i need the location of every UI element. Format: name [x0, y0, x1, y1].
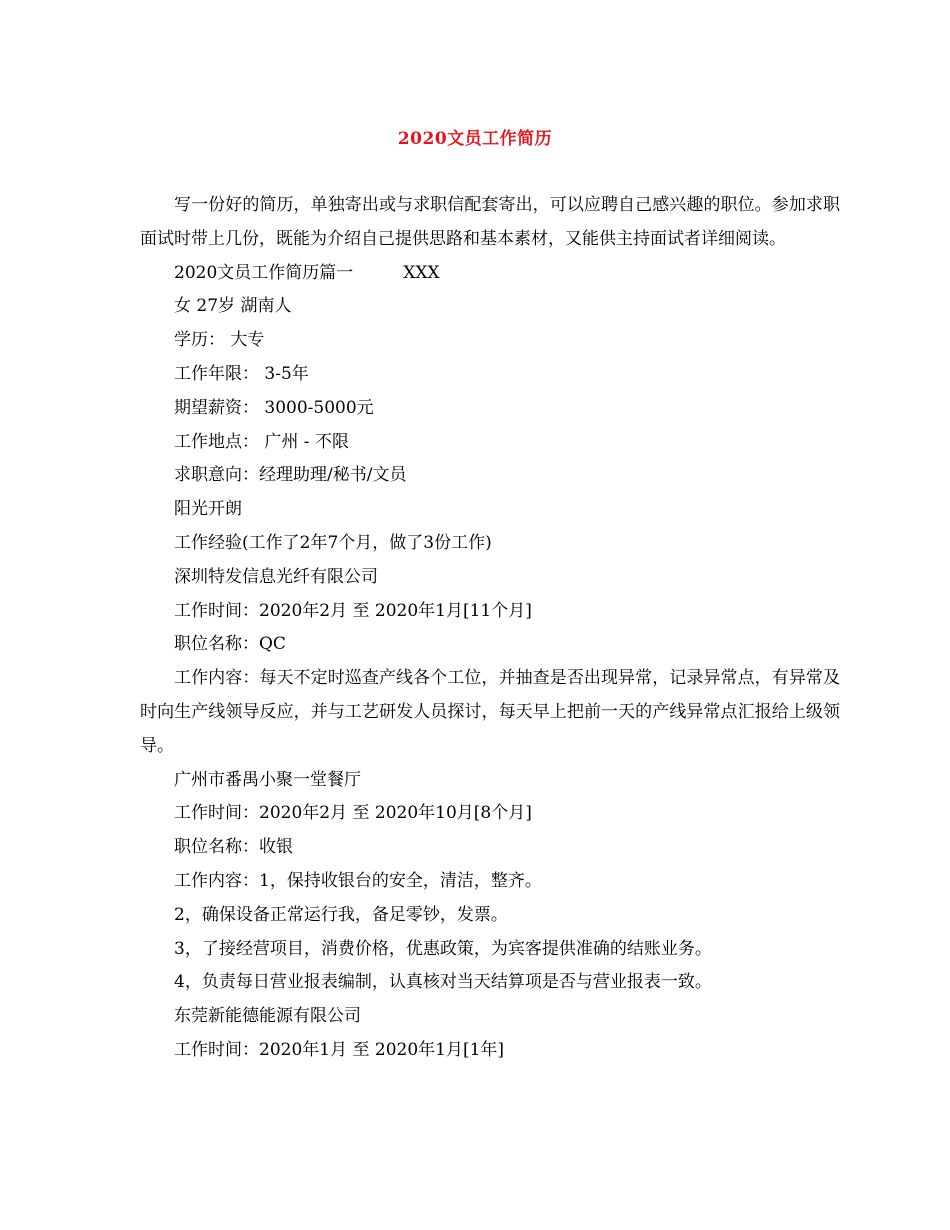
expected-salary: 期望薪资： 3000-5000元 — [174, 397, 374, 418]
resume-name: XXX — [403, 262, 440, 283]
job-position: 职位名称：QC — [174, 634, 286, 655]
job-company: 广州市番禺小聚一堂餐厅 — [174, 769, 361, 790]
job-content: 工作内容：每天不定时巡查产线各个工位，并抽查是否出现异常，记录异常点，有异常及时向生产线领导反应，并与工艺研发人员探讨，每天早上把前一天的产线异常点汇报给上级领导。 — [140, 668, 840, 756]
personal-trait: 阳光开朗 — [174, 499, 242, 520]
job-period: 工作时间：2020年2月 至 2020年1月[11个月] — [174, 600, 532, 621]
job-company: 东莞新能德能源有限公司 — [174, 1006, 361, 1027]
job-intention: 求职意向：经理助理/秘书/文员 — [174, 465, 407, 486]
work-location: 工作地点： 广州 - 不限 — [174, 431, 349, 452]
job-period: 工作时间：2020年1月 至 2020年1月[1年] — [174, 1039, 505, 1060]
document-body — [140, 189, 840, 1068]
job-content-line: 2，确保设备正常运行我，备足零钞，发票。 — [174, 904, 508, 925]
experience-heading: 工作经验(工作了2年7个月，做了3份工作) — [174, 532, 492, 553]
job-position: 职位名称：收银 — [174, 837, 293, 858]
basic-info: 女 27岁 湖南人 — [174, 296, 292, 317]
resume-heading-line — [140, 257, 840, 291]
job-period: 工作时间：2020年2月 至 2020年10月[8个月] — [174, 803, 532, 824]
education: 学历： 大专 — [174, 330, 265, 351]
job-content-line: 3，了接经营项目，消费价格，优惠政策，为宾客提供准确的结账业务。 — [174, 938, 712, 959]
job-content-line: 4，负责每日营业报表编制，认真核对当天结算项是否与营业报表一致。 — [174, 972, 712, 993]
job-content-line: 工作内容：1，保持收银台的安全，清洁，整齐。 — [174, 870, 542, 891]
document-title: 2020文员工作简历 — [397, 129, 553, 149]
job-company: 深圳特发信息光纤有限公司 — [174, 566, 378, 587]
intro-paragraph: 写一份好的简历，单独寄出或与求职信配套寄出，可以应聘自己感兴趣的职位。参加求职面试时带上几份，既能为介绍自己提供思路和基本素材，又能供主持面试者详细阅读。 — [140, 195, 840, 249]
resume-heading: 2020文员工作简历篇一 — [174, 262, 354, 283]
work-years: 工作年限： 3-5年 — [174, 363, 309, 384]
